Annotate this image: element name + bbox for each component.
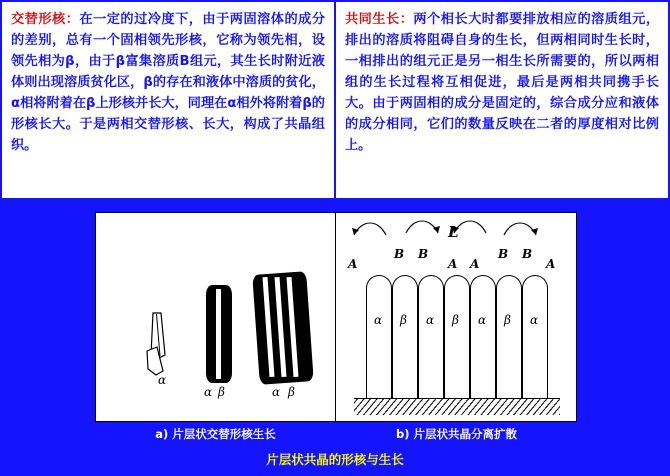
caption-a: a) 片层状交替形核生长 — [155, 427, 276, 441]
label-diffusion-B-2: B — [418, 247, 429, 261]
substrate-baseline — [354, 398, 560, 399]
label-phase-alpha-3: α — [478, 313, 487, 327]
panel-alternating-nucleation — [0, 0, 335, 200]
lamella-stripe — [216, 289, 221, 379]
label-phase-alpha-4: α — [530, 313, 539, 327]
label-diffusion-A-1: A — [348, 257, 358, 271]
label-phase-beta-1: β — [400, 313, 407, 327]
lamella-finger — [418, 275, 444, 406]
label-diffusion-A-4: A — [546, 257, 556, 271]
figure-main-caption: 片层状共晶的形核与生长 — [266, 452, 404, 467]
label-alpha-2: α — [204, 385, 213, 399]
panel-paragraph — [345, 9, 659, 156]
figure-b-lamellar-separated-diffusion — [336, 213, 576, 421]
label-alpha-1: α — [158, 373, 167, 387]
panel-heading: 共同生长： — [345, 12, 414, 27]
needle-crystal — [144, 311, 190, 385]
figure-image — [95, 212, 577, 422]
lamella-finger — [522, 275, 548, 406]
label-phase-beta-3: β — [504, 313, 511, 327]
label-alpha-3: α — [272, 385, 281, 399]
lamella-finger — [392, 275, 418, 406]
label-diffusion-B-4: B — [522, 247, 533, 261]
panel-cooperative-growth — [335, 0, 670, 200]
label-phase-beta-2: β — [452, 313, 459, 327]
panel-paragraph — [11, 9, 325, 156]
label-phase-alpha-2: α — [426, 313, 435, 327]
figure-a-lamellar-alternating-nucleation — [96, 213, 336, 421]
label-beta-3: β — [288, 385, 295, 399]
label-diffusion-A-2: A — [448, 257, 458, 271]
label-diffusion-B-1: B — [394, 247, 405, 261]
panel-body: 在一定的过冷度下，由于两固溶体的成分的差别，总有一个固相领先形核，它称为领先相，设领先相为β，由于β富集溶质B组元，其生长时附近液体则出现溶质贫化区，β的存在和液体中溶质的贫化，α相将附着在β上形核并长大，同理在α相外将附着β的形核长大。于是两相交替形核、长大，构成了共晶组织。 — [11, 12, 326, 153]
lamella-finger — [496, 275, 522, 406]
solid-substrate-hatching — [354, 399, 560, 415]
caption-b: b) 片层状共晶分离扩散 — [396, 427, 517, 441]
lamella-finger — [470, 275, 496, 406]
label-diffusion-B-3: B — [498, 247, 509, 261]
figure-block — [0, 200, 670, 476]
panel-heading: 交替形核： — [11, 12, 80, 27]
panel-body: 两个相长大时都要排放相应的溶质组元，排出的溶质将阻碍自身的生长，但两相同时生长时，一相排出的组元正是另一相生长所需要的，所以两相组的生长过程将互相促进，最后是两相共同携手长大。由于两固相的成分是固定的，综合成分应和液体的成分相同，它们的数量反映在二者的厚度相对比例上。 — [345, 12, 660, 153]
figure-captions — [95, 426, 577, 442]
label-diffusion-A-3: A — [470, 257, 480, 271]
lamella-finger — [444, 275, 470, 406]
label-beta-2: β — [218, 385, 225, 399]
label-liquid-L: L — [448, 223, 459, 241]
lamella-finger — [366, 275, 392, 406]
label-phase-alpha-1: α — [374, 313, 383, 327]
text-panels — [0, 0, 670, 200]
